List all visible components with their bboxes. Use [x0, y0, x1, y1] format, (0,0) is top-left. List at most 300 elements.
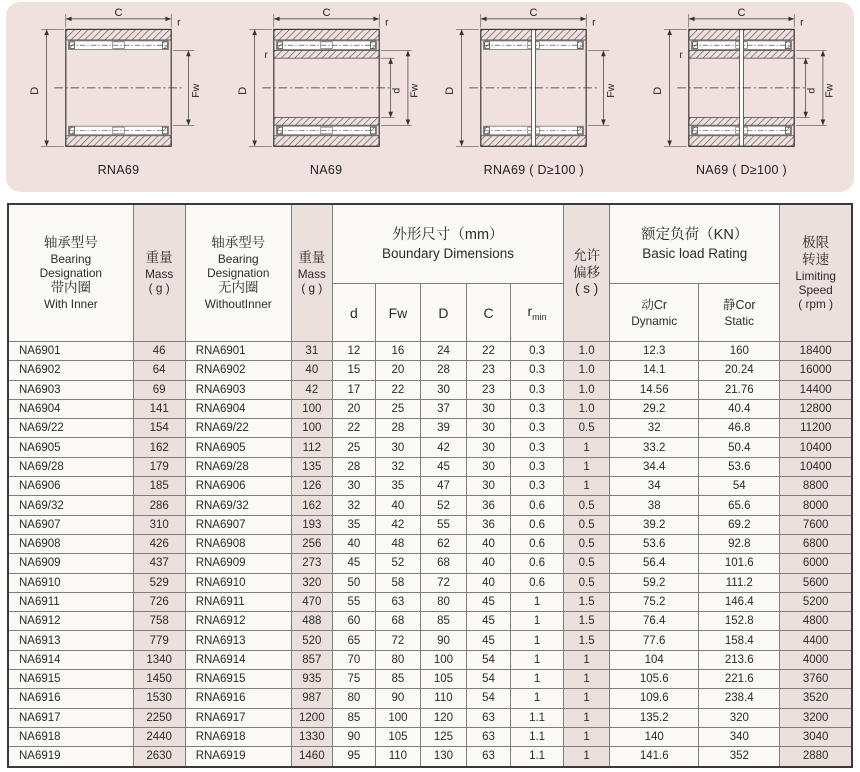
header-line: 额定负荷（KN） — [641, 227, 749, 244]
bearing-designation-cell: RNA69/32 — [185, 496, 291, 515]
header-line: Bearing — [217, 251, 259, 266]
bearing-designation-cell: NA6909 — [8, 554, 133, 573]
value-cell: 238.4 — [699, 689, 780, 708]
value-cell: 520 — [291, 631, 332, 650]
header-line: 允许 — [573, 247, 601, 263]
value-cell: 36 — [466, 496, 510, 515]
bearing-designation-cell: NA69/32 — [8, 496, 133, 515]
diagram-caption: RNA69 ( D≥100 ) — [483, 163, 584, 177]
value-cell: 100 — [420, 650, 466, 669]
value-cell: 6000 — [780, 554, 852, 573]
bearing-designation-cell: NA6901 — [8, 342, 133, 361]
value-cell: 987 — [291, 689, 332, 708]
value-cell: 0.3 — [511, 457, 564, 476]
bearing-spec-table — [7, 203, 853, 768]
value-cell: 32 — [332, 496, 375, 515]
header-line: 轴承型号 — [211, 234, 266, 250]
value-cell: 0.6 — [511, 515, 564, 534]
bearing-designation-cell: RNA6918 — [185, 727, 291, 746]
value-cell: 53.6 — [610, 534, 699, 553]
value-cell: 1.5 — [564, 631, 610, 650]
value-cell: 68 — [375, 612, 420, 631]
value-cell: 69.2 — [699, 515, 780, 534]
header-line: Static — [724, 313, 755, 328]
value-cell: 8000 — [780, 496, 852, 515]
value-cell: 4800 — [780, 612, 852, 631]
value-cell: 50 — [332, 573, 375, 592]
value-cell: 50.4 — [699, 438, 780, 457]
bearing-designation-cell: RNA69/22 — [185, 419, 291, 438]
value-cell: 5600 — [780, 573, 852, 592]
header-permissible-offset — [564, 204, 610, 342]
value-cell: 32 — [375, 457, 420, 476]
table-row — [8, 592, 852, 611]
table-row — [8, 419, 852, 438]
bearing-diagram-rna69 — [16, 6, 221, 177]
value-cell: 213.6 — [699, 650, 780, 669]
svg-text:D: D — [444, 86, 457, 95]
value-cell: 726 — [133, 592, 185, 611]
value-cell: 75 — [332, 670, 375, 689]
svg-text:C: C — [114, 7, 123, 20]
header-dim-fw — [375, 284, 420, 342]
bearing-diagram-rna69-d100 — [431, 6, 636, 177]
value-cell: 40 — [466, 573, 510, 592]
value-cell: 320 — [291, 573, 332, 592]
value-cell: 90 — [375, 689, 420, 708]
value-cell: 20.24 — [699, 361, 780, 380]
table-row — [8, 361, 852, 380]
value-cell: 68 — [420, 554, 466, 573]
header-line: Boundary Dimensions — [381, 246, 515, 262]
value-cell: 63 — [466, 708, 510, 727]
value-cell: 1 — [564, 650, 610, 669]
bearing-designation-cell: NA6911 — [8, 592, 133, 611]
value-cell: 42 — [420, 438, 466, 457]
value-cell: 779 — [133, 631, 185, 650]
value-cell: 40 — [466, 534, 510, 553]
value-cell: 30 — [332, 477, 375, 496]
value-cell: 75.2 — [610, 592, 699, 611]
value-cell: 5200 — [780, 592, 852, 611]
value-cell: 0.3 — [511, 399, 564, 418]
value-cell: 85 — [332, 708, 375, 727]
header-line: ( rpm ) — [798, 296, 834, 311]
value-cell: 54 — [699, 477, 780, 496]
svg-text:D: D — [29, 86, 42, 95]
bearing-designation-cell: RNA6901 — [185, 342, 291, 361]
value-cell: 109.6 — [610, 689, 699, 708]
value-cell: 58 — [375, 573, 420, 592]
value-cell: 14400 — [780, 380, 852, 399]
header-line: Mass — [145, 267, 174, 282]
value-cell: 0.3 — [511, 477, 564, 496]
table-row — [8, 631, 852, 650]
value-cell: 16 — [375, 342, 420, 361]
value-cell: 100 — [291, 399, 332, 418]
value-cell: 140 — [610, 727, 699, 746]
value-cell: 46.8 — [699, 419, 780, 438]
value-cell: 80 — [375, 650, 420, 669]
value-cell: 160 — [699, 342, 780, 361]
bearing-designation-cell: NA6906 — [8, 477, 133, 496]
value-cell: 110 — [420, 689, 466, 708]
value-cell: 22 — [466, 342, 510, 361]
value-cell: 0.3 — [511, 438, 564, 457]
value-cell: 1 — [564, 727, 610, 746]
value-cell: 0.3 — [511, 342, 564, 361]
value-cell: 14.1 — [610, 361, 699, 380]
value-cell: 63 — [375, 592, 420, 611]
value-cell: 92.8 — [699, 534, 780, 553]
value-cell: 1 — [511, 631, 564, 650]
table-row — [8, 342, 852, 361]
value-cell: 310 — [133, 515, 185, 534]
value-cell: 1.1 — [511, 747, 564, 767]
header-line: Speed — [798, 282, 833, 297]
value-cell: 2440 — [133, 727, 185, 746]
bearing-designation-cell: RNA6908 — [185, 534, 291, 553]
value-cell: 65 — [332, 631, 375, 650]
value-cell: 70 — [332, 650, 375, 669]
table-row — [8, 554, 852, 573]
value-cell: 90 — [420, 631, 466, 650]
value-cell: 17 — [332, 380, 375, 399]
value-cell: 340 — [699, 727, 780, 746]
bearing-designation-cell: RNA6904 — [185, 399, 291, 418]
value-cell: 76.4 — [610, 612, 699, 631]
header-line: 偏移 — [573, 264, 601, 280]
value-cell: 1.1 — [511, 727, 564, 746]
bearing-diagrams-panel — [6, 2, 854, 192]
value-cell: 18400 — [780, 342, 852, 361]
value-cell: 34.4 — [610, 457, 699, 476]
value-cell: 48 — [375, 534, 420, 553]
diagram-caption: NA69 — [309, 163, 343, 177]
header-boundary-dimensions — [332, 204, 563, 284]
diagram-caption: RNA69 — [97, 163, 140, 177]
value-cell: 24 — [420, 342, 466, 361]
value-cell: 62 — [420, 534, 466, 553]
value-cell: 12 — [332, 342, 375, 361]
header-limiting-speed — [780, 204, 852, 342]
value-cell: 42 — [291, 380, 332, 399]
value-cell: 437 — [133, 554, 185, 573]
value-cell: 1.1 — [511, 708, 564, 727]
value-cell: 10400 — [780, 438, 852, 457]
header-line: Limiting — [795, 268, 836, 283]
bearing-designation-cell: NA69/28 — [8, 457, 133, 476]
value-cell: 146.4 — [699, 592, 780, 611]
bearing-designation-cell: NA6918 — [8, 727, 133, 746]
bearing-diagram-na69 — [224, 6, 429, 177]
svg-text:C: C — [529, 7, 538, 20]
value-cell: 20 — [332, 399, 375, 418]
bearing-designation-cell: RNA6905 — [185, 438, 291, 457]
value-cell: 320 — [699, 708, 780, 727]
value-cell: 1330 — [291, 727, 332, 746]
svg-text:Fw: Fw — [408, 83, 421, 98]
value-cell: 1 — [564, 477, 610, 496]
svg-text:r: r — [679, 50, 683, 62]
value-cell: 8800 — [780, 477, 852, 496]
bearing-designation-cell: RNA6911 — [185, 592, 291, 611]
header-line: WithoutInner — [204, 296, 272, 311]
header-line: Mass — [297, 267, 326, 282]
value-cell: 0.5 — [564, 515, 610, 534]
bearing-designation-cell: NA6907 — [8, 515, 133, 534]
bearing-designation-cell: RNA6917 — [185, 708, 291, 727]
value-cell: 3200 — [780, 708, 852, 727]
value-cell: 60 — [332, 612, 375, 631]
svg-text:r: r — [800, 17, 804, 29]
value-cell: 101.6 — [699, 554, 780, 573]
value-cell: 54 — [466, 670, 510, 689]
value-cell: 112 — [291, 438, 332, 457]
value-cell: 105.6 — [610, 670, 699, 689]
value-cell: 104 — [610, 650, 699, 669]
header-line: 静Cor — [722, 298, 756, 313]
value-cell: 64 — [133, 361, 185, 380]
header-mass-with-inner — [133, 204, 185, 342]
value-cell: 59.2 — [610, 573, 699, 592]
value-cell: 0.5 — [564, 534, 610, 553]
value-cell: 1 — [564, 747, 610, 767]
svg-text:D: D — [652, 86, 665, 95]
header-line: ( g ) — [148, 281, 170, 296]
value-cell: 38 — [610, 496, 699, 515]
value-cell: 3520 — [780, 689, 852, 708]
bearing-designation-cell: RNA6906 — [185, 477, 291, 496]
value-cell: 1530 — [133, 689, 185, 708]
table-header — [8, 204, 852, 342]
header-line: 动Cr — [641, 298, 668, 313]
value-cell: 185 — [133, 477, 185, 496]
value-cell: 141.6 — [610, 747, 699, 767]
value-cell: 221.6 — [699, 670, 780, 689]
table-row — [8, 477, 852, 496]
value-cell: 1.5 — [564, 612, 610, 631]
value-cell: 1 — [564, 708, 610, 727]
value-cell: 63 — [466, 727, 510, 746]
bearing-designation-cell: NA6910 — [8, 573, 133, 592]
value-cell: 42 — [375, 515, 420, 534]
value-cell: 35 — [332, 515, 375, 534]
bearing-designation-cell: RNA6903 — [185, 380, 291, 399]
value-cell: 36 — [466, 515, 510, 534]
value-cell: 1 — [511, 689, 564, 708]
header-basic-load-rating — [610, 204, 780, 284]
value-cell: 126 — [291, 477, 332, 496]
bearing-designation-cell: NA6919 — [8, 747, 133, 767]
svg-text:Fw: Fw — [189, 83, 202, 98]
value-cell: 2880 — [780, 747, 852, 767]
value-cell: 111.2 — [699, 573, 780, 592]
value-cell: 40 — [291, 361, 332, 380]
value-cell: 1.0 — [564, 399, 610, 418]
header-subscript: min — [532, 311, 547, 322]
bearing-diagram-na69-d100 — [639, 6, 844, 177]
value-cell: 56.4 — [610, 554, 699, 573]
svg-text:C: C — [737, 7, 746, 20]
table-row — [8, 380, 852, 399]
value-cell: 0.5 — [564, 554, 610, 573]
value-cell: 286 — [133, 496, 185, 515]
table-row — [8, 747, 852, 767]
value-cell: 2630 — [133, 747, 185, 767]
value-cell: 0.6 — [511, 554, 564, 573]
value-cell: 31 — [291, 342, 332, 361]
value-cell: 193 — [291, 515, 332, 534]
header-dim-d — [332, 284, 375, 342]
bearing-cross-section-drawing — [639, 6, 844, 163]
value-cell: 28 — [332, 457, 375, 476]
value-cell: 857 — [291, 650, 332, 669]
svg-text:d: d — [389, 87, 402, 94]
value-cell: 23 — [466, 361, 510, 380]
value-cell: 30 — [375, 438, 420, 457]
header-line: ( g ) — [301, 281, 323, 296]
value-cell: 40 — [375, 496, 420, 515]
value-cell: 25 — [332, 438, 375, 457]
svg-text:r: r — [264, 50, 268, 62]
value-cell: 12.3 — [610, 342, 699, 361]
value-cell: 6800 — [780, 534, 852, 553]
value-cell: 7600 — [780, 515, 852, 534]
value-cell: 1460 — [291, 747, 332, 767]
value-cell: 54 — [466, 689, 510, 708]
value-cell: 30 — [466, 438, 510, 457]
value-cell: 158.4 — [699, 631, 780, 650]
header-dim-C — [466, 284, 510, 342]
value-cell: 758 — [133, 612, 185, 631]
table-row — [8, 727, 852, 746]
value-cell: 273 — [291, 554, 332, 573]
value-cell: 11200 — [780, 419, 852, 438]
header-line: Bearing — [50, 251, 92, 266]
value-cell: 90 — [332, 727, 375, 746]
value-cell: 352 — [699, 747, 780, 767]
table-row — [8, 573, 852, 592]
value-cell: 105 — [375, 727, 420, 746]
bearing-designation-cell: NA6917 — [8, 708, 133, 727]
value-cell: 35 — [375, 477, 420, 496]
value-cell: 23 — [466, 380, 510, 399]
value-cell: 12800 — [780, 399, 852, 418]
table-row — [8, 670, 852, 689]
value-cell: 152.8 — [699, 612, 780, 631]
value-cell: 0.5 — [564, 573, 610, 592]
value-cell: 4400 — [780, 631, 852, 650]
value-cell: 135.2 — [610, 708, 699, 727]
value-cell: 1.0 — [564, 361, 610, 380]
value-cell: 488 — [291, 612, 332, 631]
value-cell: 39 — [420, 419, 466, 438]
value-cell: 77.6 — [610, 631, 699, 650]
value-cell: 0.6 — [511, 496, 564, 515]
value-cell: 105 — [420, 670, 466, 689]
table-row — [8, 689, 852, 708]
value-cell: 2250 — [133, 708, 185, 727]
value-cell: 45 — [466, 592, 510, 611]
header-dynamic-load — [610, 284, 699, 342]
table-row — [8, 438, 852, 457]
value-cell: 130 — [420, 747, 466, 767]
value-cell: 1450 — [133, 670, 185, 689]
value-cell: 0.3 — [511, 380, 564, 399]
header-line: 外形尺寸（mm） — [392, 227, 504, 244]
header-line: D — [438, 304, 449, 321]
header-with-inner — [8, 204, 133, 342]
bearing-designation-cell: NA69/22 — [8, 419, 133, 438]
value-cell: 30 — [466, 399, 510, 418]
value-cell: 1.0 — [564, 342, 610, 361]
bearing-designation-cell: RNA6902 — [185, 361, 291, 380]
value-cell: 470 — [291, 592, 332, 611]
value-cell: 40 — [332, 534, 375, 553]
bearing-designation-cell: NA6915 — [8, 670, 133, 689]
value-cell: 1 — [564, 457, 610, 476]
value-cell: 1340 — [133, 650, 185, 669]
value-cell: 72 — [375, 631, 420, 650]
value-cell: 22 — [375, 380, 420, 399]
value-cell: 162 — [291, 496, 332, 515]
value-cell: 29.2 — [610, 399, 699, 418]
header-line: Designation — [207, 265, 270, 280]
value-cell: 3040 — [780, 727, 852, 746]
value-cell: 1200 — [291, 708, 332, 727]
bearing-designation-cell: NA6903 — [8, 380, 133, 399]
header-line: 带内圈 — [50, 280, 92, 296]
bearing-designation-cell: NA6914 — [8, 650, 133, 669]
bearing-designation-cell: NA6904 — [8, 399, 133, 418]
value-cell: 55 — [420, 515, 466, 534]
header-mass-without-inner — [291, 204, 332, 342]
value-cell: 80 — [420, 592, 466, 611]
value-cell: 0.3 — [511, 419, 564, 438]
header-line: With Inner — [43, 296, 98, 311]
header-line: 重量 — [145, 250, 173, 266]
table-row — [8, 650, 852, 669]
header-line: Designation — [39, 265, 102, 280]
value-cell: 52 — [375, 554, 420, 573]
svg-text:r: r — [592, 17, 596, 29]
header-line: 无内圈 — [217, 280, 259, 296]
value-cell: 30 — [420, 380, 466, 399]
table-row — [8, 708, 852, 727]
value-cell: 32 — [610, 419, 699, 438]
table-row — [8, 515, 852, 534]
value-cell: 22 — [332, 419, 375, 438]
bearing-designation-cell: RNA6919 — [185, 747, 291, 767]
svg-text:r: r — [177, 17, 181, 29]
value-cell: 53.6 — [699, 457, 780, 476]
table-row — [8, 399, 852, 418]
value-cell: 40 — [466, 554, 510, 573]
bearing-designation-cell: RNA6915 — [185, 670, 291, 689]
value-cell: 16000 — [780, 361, 852, 380]
value-cell: 1 — [511, 650, 564, 669]
value-cell: 45 — [466, 612, 510, 631]
header-line: C — [483, 304, 494, 321]
value-cell: 28 — [375, 419, 420, 438]
value-cell: 256 — [291, 534, 332, 553]
header-dim-D — [420, 284, 466, 342]
value-cell: 25 — [375, 399, 420, 418]
bearing-designation-cell: NA6908 — [8, 534, 133, 553]
header-line: 极限 — [802, 234, 830, 250]
header-line: Dynamic — [631, 313, 678, 328]
